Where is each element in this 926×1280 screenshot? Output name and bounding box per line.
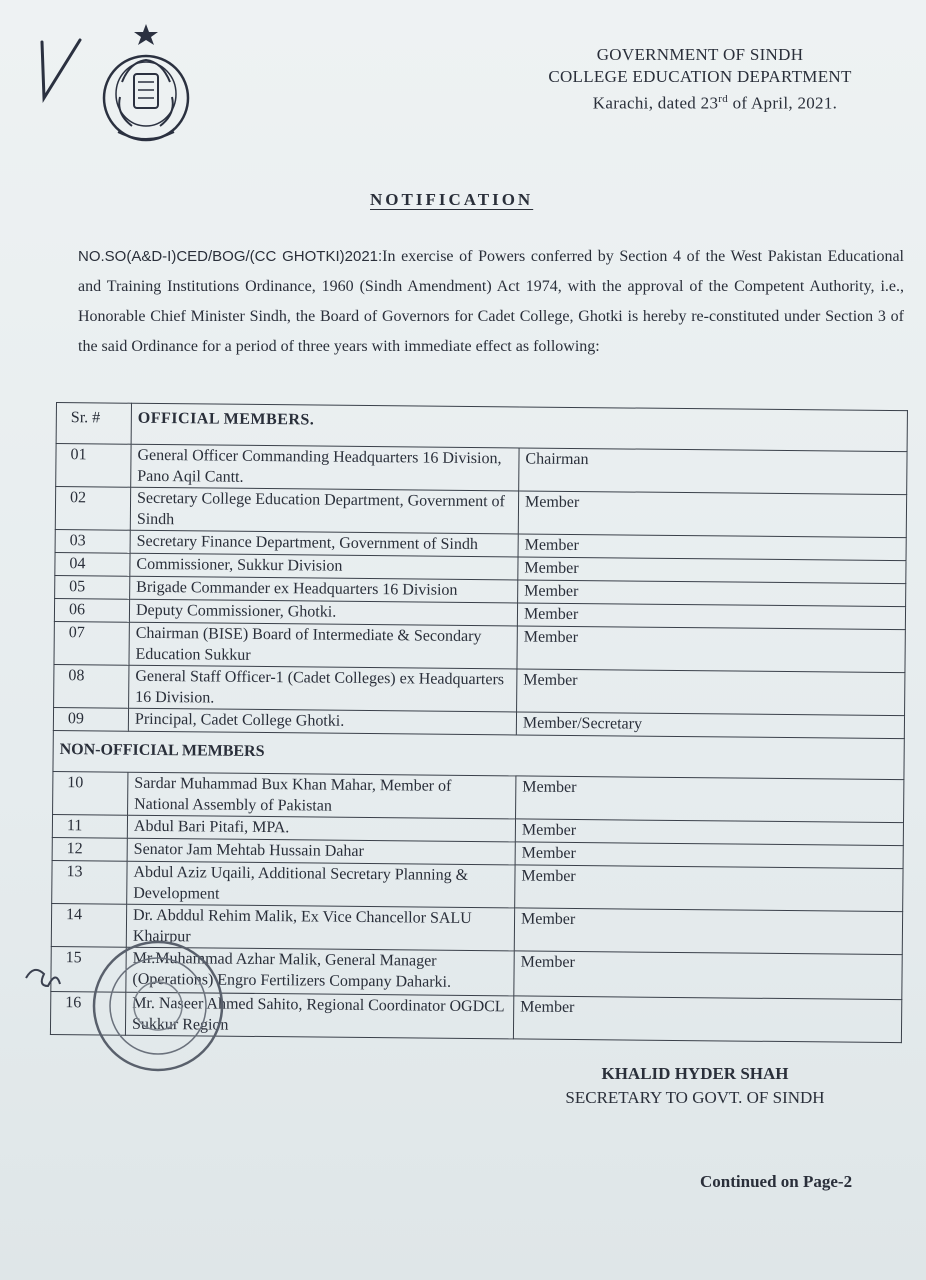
- member-name: Brigade Commander ex Headquarters 16 Division: [130, 576, 518, 603]
- table-row: [54, 621, 905, 672]
- member-sr: 13: [52, 860, 127, 904]
- member-role: Member: [513, 996, 901, 1043]
- member-name: Secretary Finance Department, Government of Sindh: [130, 530, 518, 557]
- member-sr: 06: [54, 598, 129, 622]
- member-sr: 15: [51, 946, 126, 992]
- signatory-name: KHALID HYDER SHAH: [601, 1064, 789, 1083]
- nonofficial-members-header: NON-OFFICIAL MEMBERS: [53, 730, 904, 779]
- member-name: Commissioner, Sukkur Division: [130, 553, 518, 580]
- notification-title: NOTIFICATION: [370, 190, 534, 209]
- member-name: General Staff Officer-1 (Cadet Colleges) ex Headquarters 16 Division.: [129, 665, 517, 712]
- official-members-header: OFFICIAL MEMBERS.: [131, 403, 907, 451]
- member-role: Member: [517, 626, 905, 673]
- member-name: General Officer Commanding Headquarters 16 Division, Pano Aqil Cantt.: [131, 444, 519, 491]
- department-stamp-icon: [18, 934, 228, 1074]
- reference-number: NO.SO(A&D-I)CED/BOG/(CC GHOTKI)2021:: [78, 248, 383, 265]
- signatory-designation: SECRETARY TO GOVT. OF SINDH: [565, 1088, 825, 1107]
- member-role: Member/Secretary: [516, 712, 904, 739]
- member-role: Member: [517, 669, 905, 716]
- member-sr: 11: [52, 814, 127, 838]
- tick-mark-icon: [36, 34, 86, 104]
- member-name: Mr. Naseer Ahmed Sahito, Regional Coordinator OGDCL Sukkur Region: [125, 992, 513, 1039]
- govt-name: GOVERNMENT OF SINDH: [596, 45, 804, 64]
- member-name: Dr. Abddul Rehim Malik, Ex Vice Chancellor SALU Khairpur: [126, 904, 514, 951]
- table-row: [52, 860, 903, 911]
- member-role: Chairman: [519, 448, 907, 495]
- member-sr: 05: [55, 575, 130, 599]
- table-row: [54, 664, 905, 715]
- member-name: Abdul Aziz Uqaili, Additional Secretary Planning & Development: [127, 861, 515, 908]
- sr-header: Sr. #: [56, 403, 131, 445]
- member-role: Member: [515, 819, 903, 846]
- department-name: COLLEGE EDUCATION DEPARTMENT: [548, 67, 852, 86]
- member-sr: 04: [55, 552, 130, 576]
- continued-note: Continued on Page-2: [700, 1172, 853, 1191]
- member-sr: 03: [55, 529, 130, 553]
- letterhead: [520, 44, 880, 115]
- table-row: [56, 444, 907, 495]
- member-name: Principal, Cadet College Ghotki.: [128, 708, 516, 735]
- member-sr: 12: [52, 837, 127, 861]
- member-role: Member: [516, 776, 904, 823]
- signature-block: [540, 1062, 850, 1110]
- member-sr: 09: [53, 707, 128, 731]
- member-name: Abdul Bari Pitafi, MPA.: [127, 815, 515, 842]
- member-name: Sardar Muhammad Bux Khan Mahar, Member of National Assembly of Pakistan: [128, 772, 516, 819]
- member-name: Deputy Commissioner, Ghotki.: [129, 599, 517, 626]
- member-name: Chairman (BISE) Board of Intermediate & Secondary Education Sukkur: [129, 622, 517, 669]
- body-text: In exercise of Powers conferred by Section 4 of the West Pakistan Educational and Training Institutions Ordinance, 1960 (Sindh Amendment) Act 1974, with the approval of the Competent Authority, i.e., Honorable Chief Minister Sindh, the Board of Governors for Cadet College, Ghotki is hereby re-constituted under Section 3 of the said Ordinance for a period of three years with immediate effect as following:: [78, 248, 904, 355]
- member-sr: 16: [50, 991, 125, 1035]
- member-role: Member: [514, 908, 902, 955]
- member-name: Senator Jam Mehtab Hussain Dahar: [127, 838, 515, 865]
- member-sr: 01: [56, 444, 131, 488]
- notification-body: [78, 242, 904, 362]
- member-name: Secretary College Education Department, Government of Sindh: [130, 487, 518, 534]
- member-name: Mr.Muhammad Azhar Malik, General Manager (Operations) Engro Fertilizers Company Daharki.: [126, 947, 514, 996]
- member-role: Member: [517, 603, 905, 630]
- member-sr: 02: [55, 487, 130, 531]
- member-role: Member: [518, 557, 906, 584]
- member-sr: 07: [54, 621, 129, 665]
- member-role: Member: [515, 842, 903, 869]
- member-role: Member: [518, 534, 906, 561]
- member-sr: 14: [51, 903, 126, 947]
- member-role: Member: [515, 865, 903, 912]
- member-sr: 10: [53, 771, 128, 815]
- date-line: Karachi, dated 23rd of April, 2021.: [592, 93, 838, 113]
- table-row: [53, 771, 904, 822]
- member-role: Member: [514, 951, 902, 1000]
- government-seal-icon: [100, 22, 192, 144]
- member-role: Member: [518, 580, 906, 607]
- member-role: Member: [518, 491, 906, 538]
- member-sr: 08: [54, 664, 129, 708]
